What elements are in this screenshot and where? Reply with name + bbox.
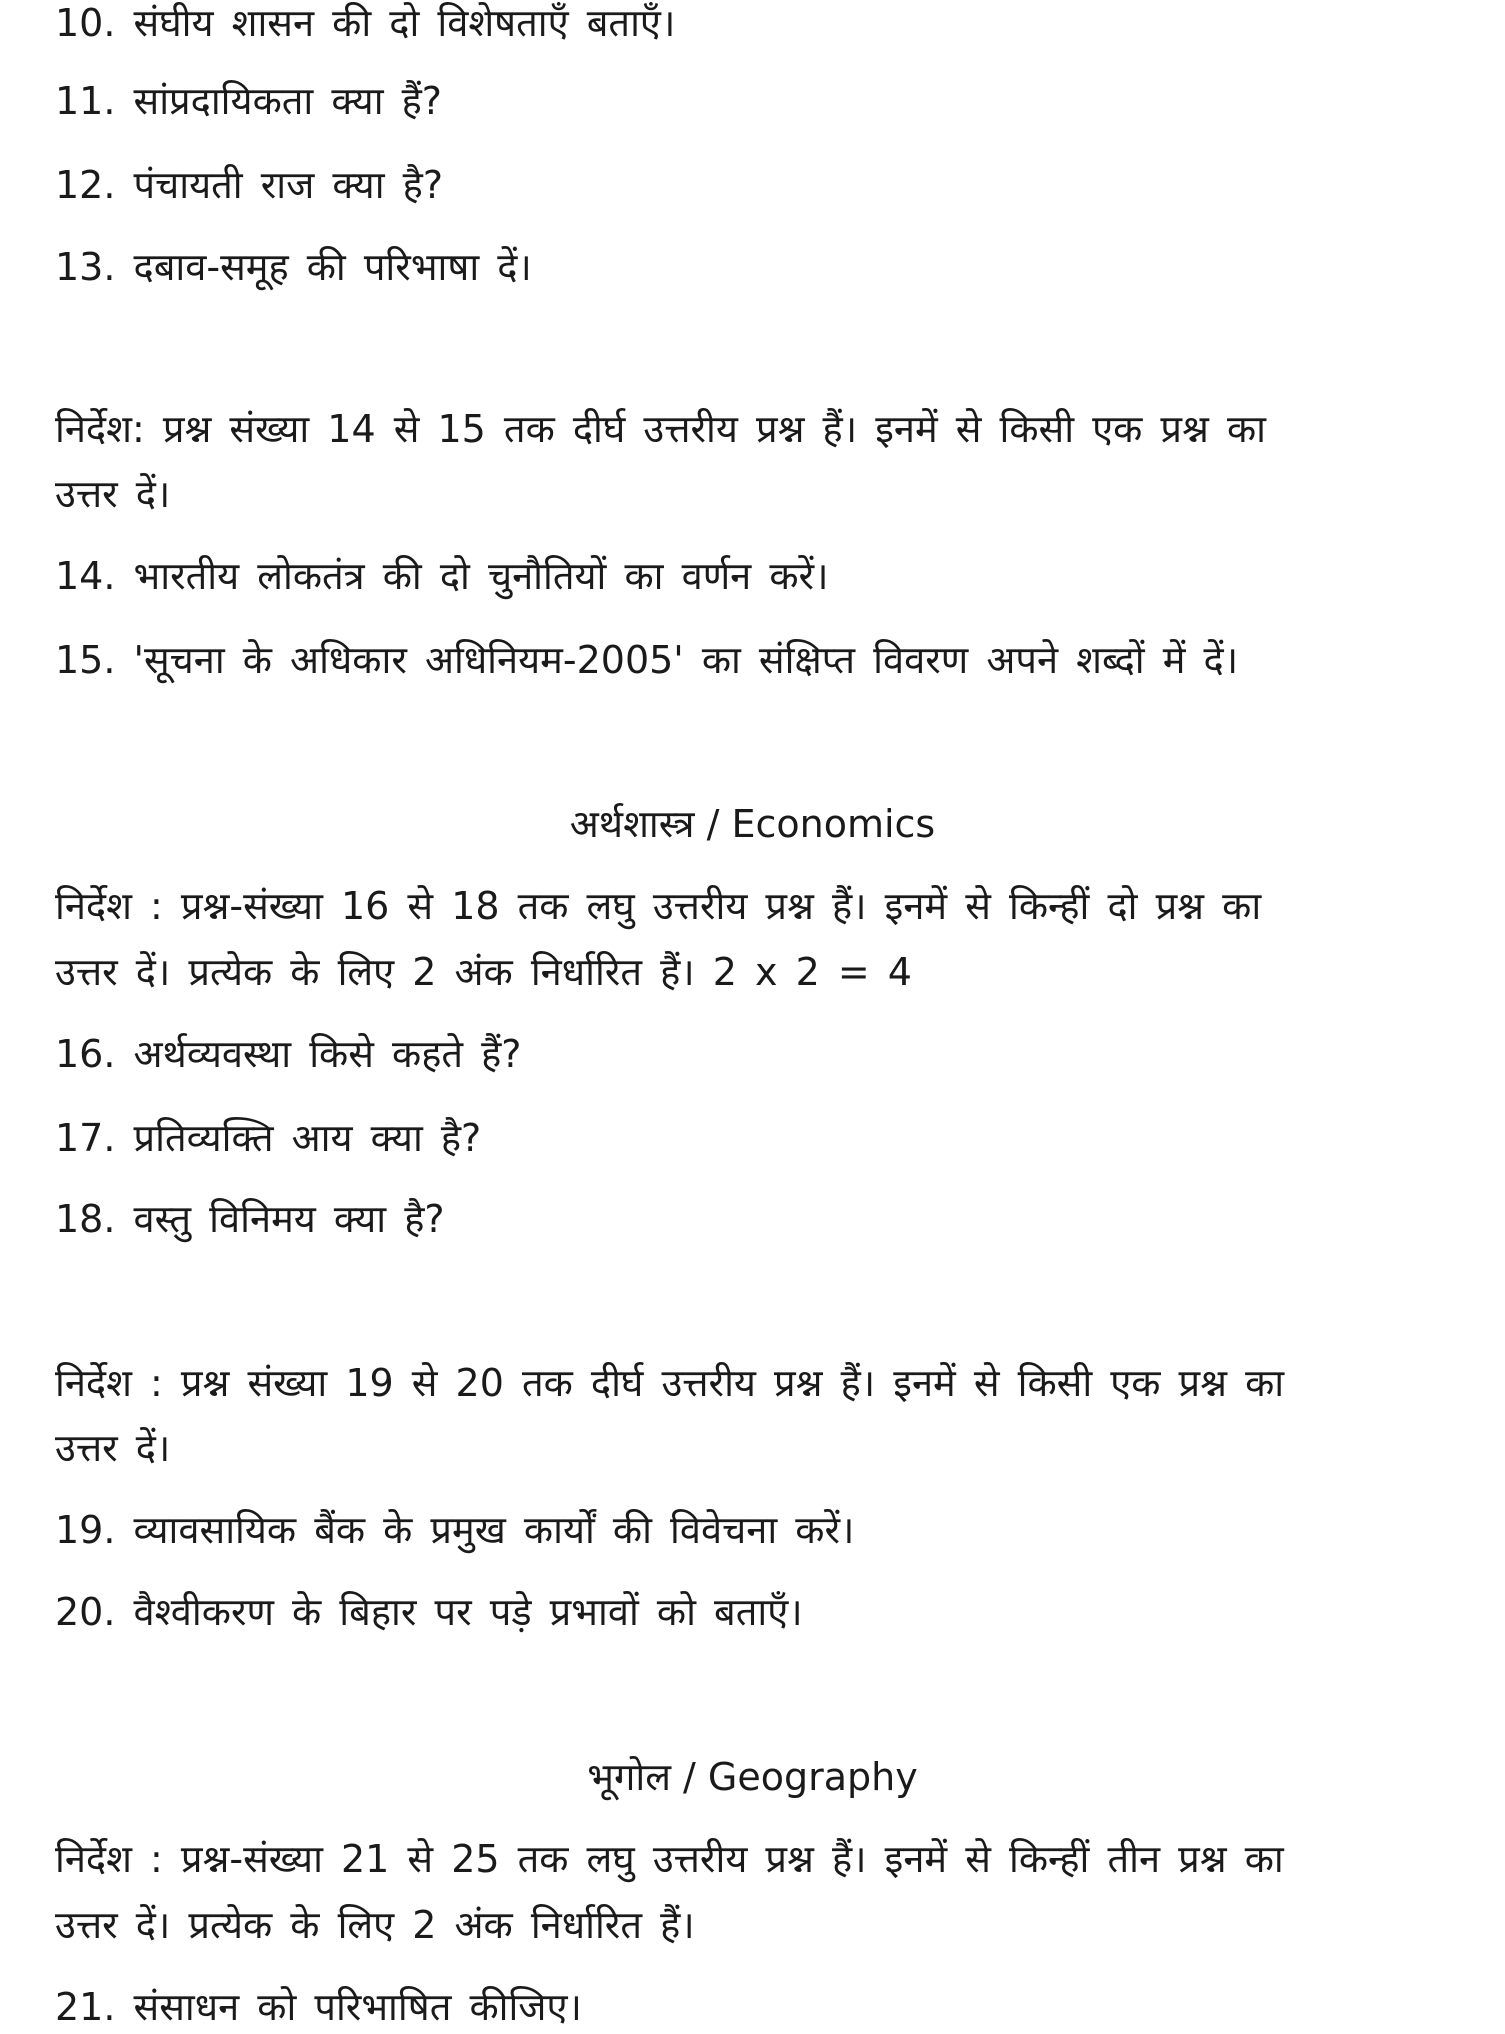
economics-heading: अर्थशास्त्र / Economics bbox=[569, 802, 936, 846]
instruction-long-line-2: उत्तर दें। bbox=[55, 472, 171, 516]
question-14: 14. भारतीय लोकतंत्र की दो चुनौतियों का वर्णन करें। bbox=[55, 554, 829, 598]
question-21: 21. संसाधन को परिभाषित कीजिए। bbox=[55, 1985, 582, 2029]
geography-instruction-short-line-1: निर्देश : प्रश्न-संख्या 21 से 25 तक लघु उत्तरीय प्रश्न हैं। इनमें से किन्हीं तीन प्रश्न का bbox=[55, 1837, 1284, 1881]
economics-instruction-short-line-1: निर्देश : प्रश्न-संख्या 16 से 18 तक लघु उत्तरीय प्रश्न हैं। इनमें से किन्हीं दो प्रश्न का bbox=[55, 884, 1262, 928]
question-19: 19. व्यावसायिक बैंक के प्रमुख कार्यों की विवेचना करें। bbox=[55, 1508, 855, 1552]
question-13: 13. दबाव-समूह की परिभाषा दें। bbox=[55, 245, 532, 289]
economics-instruction-short-line-2: उत्तर दें। प्रत्येक के लिए 2 अंक निर्धारित हैं। 2 x 2 = 4 bbox=[55, 950, 912, 994]
economics-instruction-long-line-1: निर्देश : प्रश्न संख्या 19 से 20 तक दीर्घ उत्तरीय प्रश्न हैं। इनमें से किसी एक प्रश्न का bbox=[55, 1361, 1285, 1405]
question-15: 15. 'सूचना के अधिकार अधिनियम-2005' का संक्षिप्त विवरण अपने शब्दों में दें। bbox=[55, 638, 1239, 682]
question-17: 17. प्रतिव्यक्ति आय क्या है? bbox=[55, 1116, 482, 1160]
question-12: 12. पंचायती राज क्या है? bbox=[55, 163, 443, 207]
question-20: 20. वैश्वीकरण के बिहार पर पड़े प्रभावों को बताएँ। bbox=[55, 1590, 803, 1634]
question-11: 11. सांप्रदायिकता क्या हैं? bbox=[55, 79, 442, 123]
geography-instruction-short-line-2: उत्तर दें। प्रत्येक के लिए 2 अंक निर्धारित हैं। bbox=[55, 1903, 695, 1947]
question-16: 16. अर्थव्यवस्था किसे कहते हैं? bbox=[55, 1032, 522, 1076]
instruction-long-line-1: निर्देश: प्रश्न संख्या 14 से 15 तक दीर्घ उत्तरीय प्रश्न हैं। इनमें से किसी एक प्रश्न का bbox=[55, 407, 1267, 451]
economics-instruction-long-line-2: उत्तर दें। bbox=[55, 1426, 171, 1470]
question-18: 18. वस्तु विनिमय क्या है? bbox=[55, 1197, 445, 1241]
question-10: 10. संघीय शासन की दो विशेषताएँ बताएँ। bbox=[55, 1, 676, 45]
geography-heading: भूगोल / Geography bbox=[587, 1755, 918, 1799]
